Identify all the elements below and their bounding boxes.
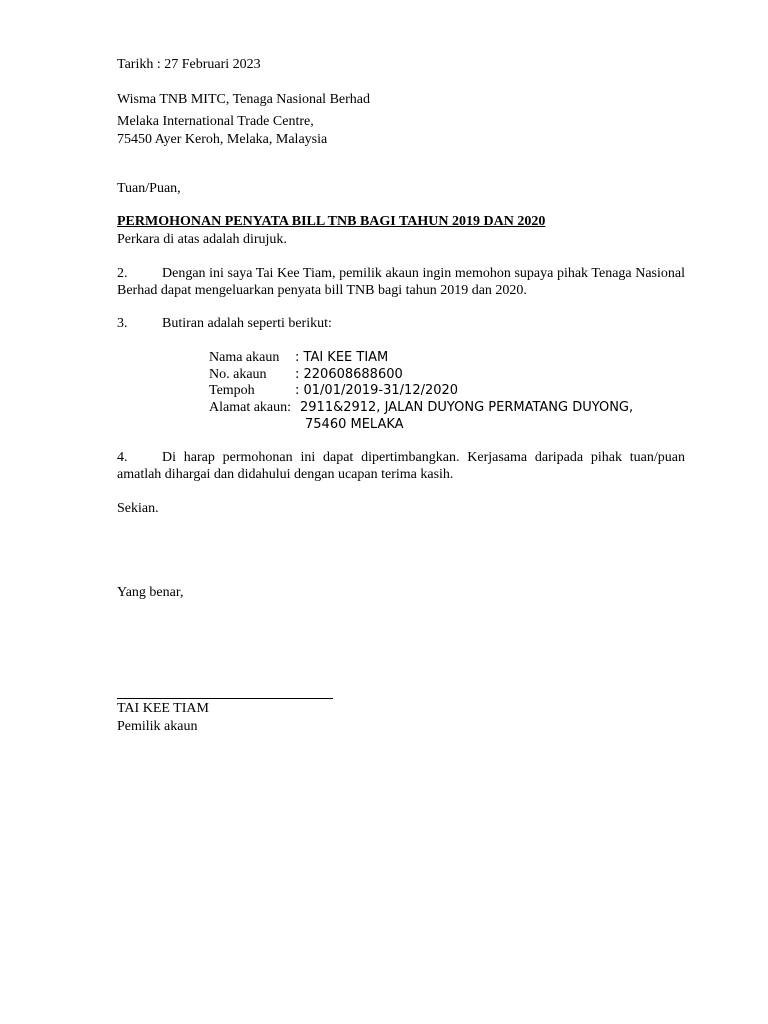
salutation: Tuan/Puan, (117, 181, 181, 196)
signature-line (117, 698, 333, 699)
detail-row-period (209, 382, 689, 399)
paragraph-2-number: 2. (117, 266, 128, 281)
detail-row-address (209, 399, 689, 416)
closing-sekian: Sekian. (117, 501, 159, 516)
detail-account-value: : 220608688600 (295, 367, 403, 382)
recipient-line-2: Melaka International Trade Centre, (117, 114, 314, 129)
detail-address-line-2: 75460 MELAKA (305, 417, 404, 432)
detail-row-account (209, 366, 689, 383)
recipient-line-1: Wisma TNB MITC, Tenaga Nasional Berhad (117, 92, 370, 107)
detail-account-label: No. akaun (209, 367, 267, 382)
subject-heading: PERMOHONAN PENYATA BILL TNB BAGI TAHUN 2019 DAN 2020 (117, 214, 546, 229)
detail-period-label: Tempoh (209, 383, 255, 398)
detail-row-name (209, 349, 689, 366)
detail-address-label: Alamat akaun: (209, 400, 292, 415)
signatory-name: TAI KEE TIAM (117, 701, 209, 716)
detail-name-label: Nama akaun (209, 350, 280, 365)
paragraph-2-text: Dengan ini saya Tai Kee Tiam, pemilik akaun ingin memohon supaya pihak Tenaga Nasional Berhad dapat mengeluarkan penyata bill TNB bagi tahun 2019 dan 2020. (117, 266, 685, 298)
signatory-title: Pemilik akaun (117, 719, 198, 734)
paragraph-3-number: 3. (117, 316, 128, 331)
letter-date: Tarikh : 27 Februari 2023 (117, 57, 261, 72)
detail-name-value: : TAI KEE TIAM (295, 350, 389, 365)
recipient-line-3: 75450 Ayer Keroh, Melaka, Malaysia (117, 132, 328, 147)
detail-period-value: : 01/01/2019-31/12/2020 (295, 383, 459, 398)
paragraph-4-text: Di harap permohonan ini dapat dipertimbangkan. Kerjasama daripada pihak tuan/puan amatlah dihargai dan didahului dengan ucapan terima kasih. (117, 450, 685, 482)
paragraph-4-number: 4. (117, 450, 128, 465)
reference-line: Perkara di atas adalah dirujuk. (117, 232, 287, 247)
paragraph-3-text: Butiran adalah seperti berikut: (162, 316, 332, 331)
detail-address-line-1: 2911&2912, JALAN DUYONG PERMATANG DUYONG, (300, 400, 634, 415)
closing-yang-benar: Yang benar, (117, 585, 184, 600)
